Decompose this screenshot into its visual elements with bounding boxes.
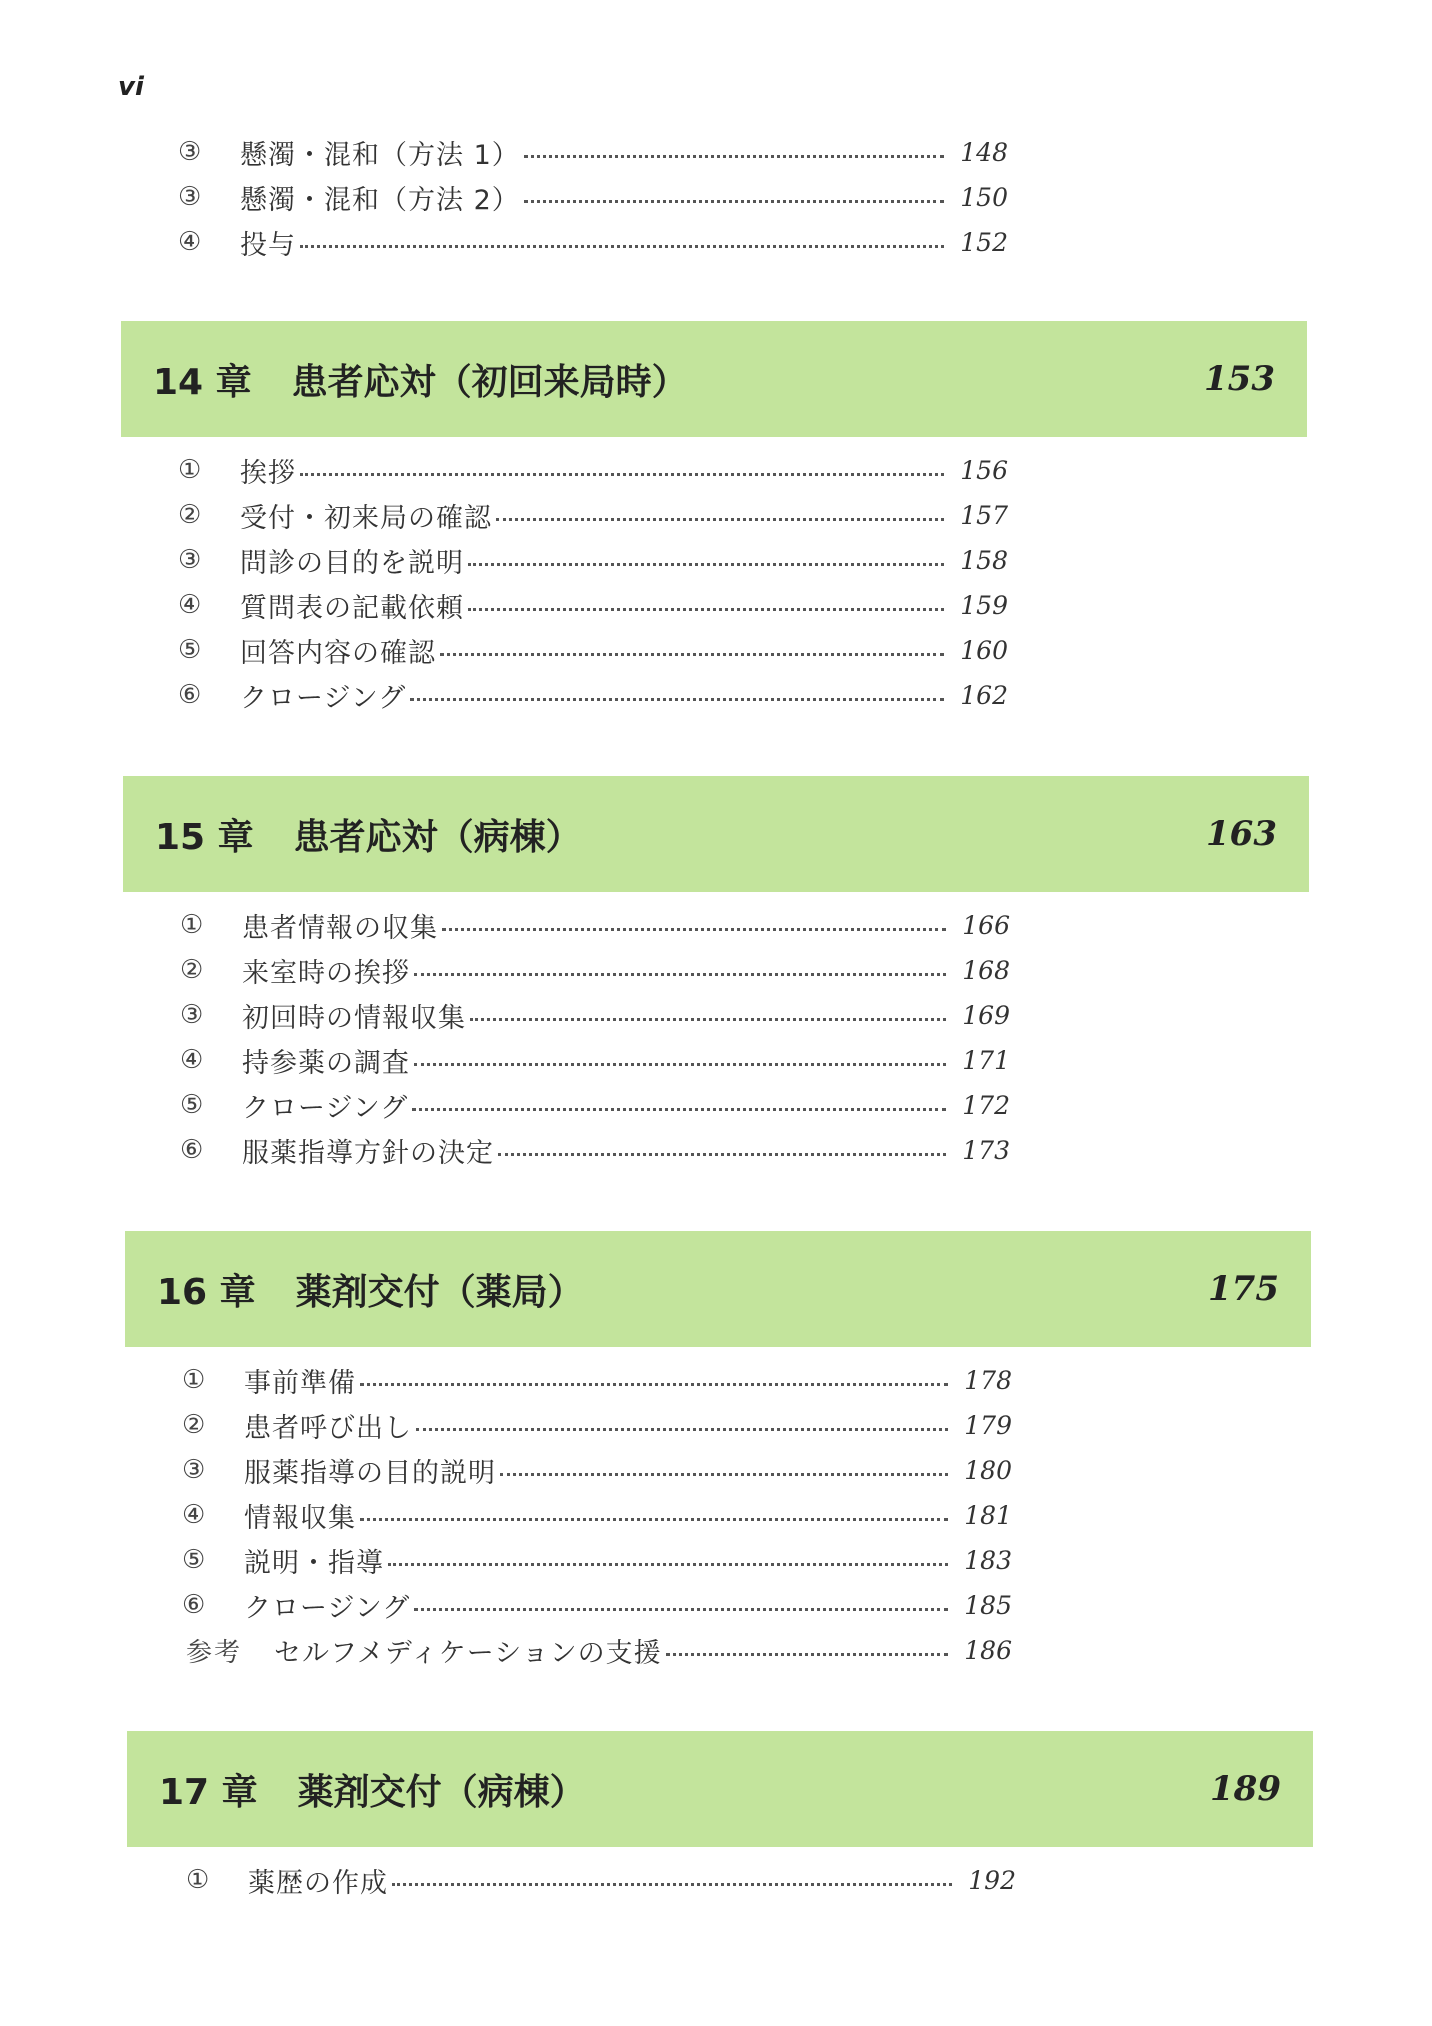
entry-number: ③ [178,545,202,575]
entry-page: 185 [964,1590,1012,1620]
entry-title: 薬歴の作成 [248,1867,388,1899]
entry-title: クロージング [240,682,407,714]
entry-page: 179 [964,1410,1012,1440]
entry-page: 171 [962,1045,1010,1075]
chapter-header[interactable] [125,1231,1311,1347]
chapter-title: 患者応対（初回来局時） [291,361,688,403]
dot-leader [468,563,944,566]
entry-number: ③ [182,1455,206,1485]
entry-page: 180 [964,1455,1012,1485]
dot-leader [412,1108,946,1111]
entry-number: ③ [180,1000,204,1030]
entry-page: 158 [960,545,1008,575]
toc-entry[interactable] [178,222,1008,262]
entry-number: ② [182,1410,206,1440]
entry-title: 回答内容の確認 [240,637,436,669]
toc-entry[interactable] [182,1495,1012,1535]
entry-title: 投与 [240,229,296,261]
dot-leader [414,1608,948,1611]
toc-entry[interactable] [178,675,1008,715]
toc-entry[interactable] [180,995,1010,1035]
dot-leader [666,1653,948,1656]
dot-leader [414,1063,946,1066]
dot-leader [300,245,944,248]
entry-number: ① [180,910,204,940]
entry-number: ④ [182,1500,206,1530]
entry-title: クロージング [242,1092,409,1124]
chapter-page: 153 [1204,359,1275,399]
entry-number: ① [186,1865,210,1895]
entry-number: ⑥ [180,1135,204,1165]
entry-title: セルフメディケーションの支援 [274,1637,662,1669]
entry-number: ② [180,955,204,985]
chapter-label: 16 章 [157,1271,256,1313]
dot-leader [470,1018,946,1021]
entry-title: 質問表の記載依頼 [240,592,464,624]
entry-number: ⑤ [180,1090,204,1120]
page-number: vi [118,72,144,102]
chapter-header[interactable] [123,776,1309,892]
toc-entry[interactable] [182,1450,1012,1490]
entry-number: ③ [178,182,202,212]
chapter-label: 17 章 [159,1771,258,1813]
entry-number: 参考 [186,1637,243,1668]
toc-entry[interactable] [180,950,1010,990]
entry-number: ① [178,455,202,485]
dot-leader [524,200,944,203]
entry-page: 186 [964,1635,1012,1665]
entry-title: 持参薬の調査 [242,1047,410,1079]
toc-entry[interactable] [178,495,1008,535]
entry-title: 初回時の情報収集 [242,1002,466,1034]
entry-page: 181 [964,1500,1012,1530]
entry-number: ⑥ [182,1590,206,1620]
chapter-label: 14 章 [153,361,252,403]
entry-title: 懸濁・混和（方法 1） [240,139,520,171]
dot-leader [414,973,946,976]
entry-page: 159 [960,590,1008,620]
entry-page: 166 [962,910,1010,940]
entry-number: ⑤ [178,635,202,665]
toc-entry[interactable] [178,585,1008,625]
dot-leader [500,1473,948,1476]
toc-entry[interactable] [186,1860,1016,1900]
toc-entry[interactable] [178,177,1008,217]
entry-page: 157 [960,500,1008,530]
entry-number: ③ [178,137,202,167]
entry-page: 162 [960,680,1008,710]
chapter-title: 患者応対（病棟） [293,816,582,858]
toc-entry[interactable] [186,1630,1012,1670]
entry-number: ④ [180,1045,204,1075]
entry-title: 問診の目的を説明 [240,547,464,579]
entry-page: 168 [962,955,1010,985]
dot-leader [360,1383,948,1386]
entry-title: 服薬指導の目的説明 [244,1457,496,1489]
entry-title: 患者情報の収集 [242,912,438,944]
entry-page: 160 [960,635,1008,665]
entry-title: 来室時の挨拶 [242,957,410,989]
dot-leader [524,155,944,158]
entry-number: ⑥ [178,680,202,710]
toc-entry[interactable] [178,132,1008,172]
chapter-label: 15 章 [155,816,254,858]
dot-leader [360,1518,948,1521]
entry-title: 情報収集 [244,1502,356,1534]
chapter-header[interactable] [127,1731,1313,1847]
toc-entry[interactable] [180,1130,1010,1170]
toc-entry[interactable] [178,450,1008,490]
entry-page: 150 [960,182,1008,212]
dot-leader [496,518,944,521]
toc-entry[interactable] [182,1585,1012,1625]
toc-entry[interactable] [182,1405,1012,1445]
entry-number: ⑤ [182,1545,206,1575]
entry-page: 192 [968,1865,1016,1895]
entry-title: 受付・初来局の確認 [240,502,492,534]
toc-entry[interactable] [180,1040,1010,1080]
chapter-title: 薬剤交付（薬局） [295,1271,584,1313]
toc-entry[interactable] [180,905,1010,945]
toc-entry[interactable] [182,1540,1012,1580]
entry-title: クロージング [244,1592,411,1624]
entry-number: ① [182,1365,206,1395]
entry-page: 178 [964,1365,1012,1395]
toc-entry[interactable] [180,1085,1010,1125]
entry-title: 説明・指導 [244,1547,384,1579]
dot-leader [440,653,944,656]
entry-title: 挨拶 [240,457,296,489]
dot-leader [498,1153,946,1156]
chapter-page: 163 [1206,814,1277,854]
dot-leader [416,1428,948,1431]
entry-page: 169 [962,1000,1010,1030]
toc-entry[interactable] [178,540,1008,580]
entry-page: 173 [962,1135,1010,1165]
dot-leader [300,473,944,476]
toc-entry[interactable] [178,630,1008,670]
entry-number: ④ [178,227,202,257]
chapter-title: 薬剤交付（病棟） [297,1771,586,1813]
toc-entry[interactable] [182,1360,1012,1400]
dot-leader [442,928,946,931]
entry-page: 152 [960,227,1008,257]
dot-leader [392,1883,952,1886]
dot-leader [410,698,944,701]
entry-number: ④ [178,590,202,620]
entry-title: 服薬指導方針の決定 [242,1137,494,1169]
entry-number: ② [178,500,202,530]
entry-page: 156 [960,455,1008,485]
dot-leader [468,608,944,611]
entry-page: 148 [960,137,1008,167]
entry-title: 懸濁・混和（方法 2） [240,184,520,216]
chapter-page: 189 [1210,1769,1281,1809]
chapter-header[interactable] [121,321,1307,437]
dot-leader [388,1563,948,1566]
entry-title: 事前準備 [244,1367,356,1399]
entry-title: 患者呼び出し [244,1412,412,1444]
entry-page: 172 [962,1090,1010,1120]
chapter-page: 175 [1208,1269,1279,1309]
entry-page: 183 [964,1545,1012,1575]
